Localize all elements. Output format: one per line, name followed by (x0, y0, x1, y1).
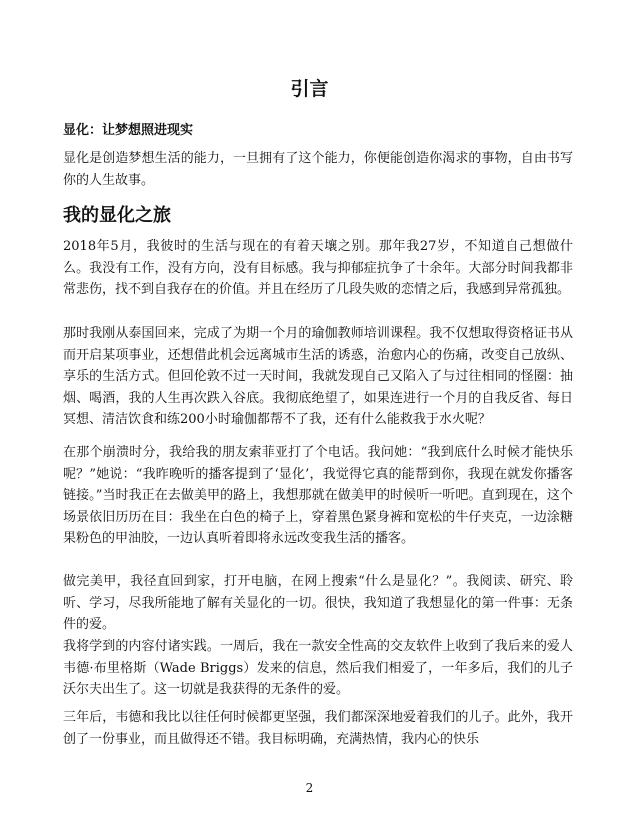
chapter-title: 引言 (290, 78, 329, 100)
page-number: 2 (305, 781, 314, 795)
body-paragraph: 2018年5月，我彼时的生活与现在的有着天壤之别。那年我27岁，不知道自己想做什么。我没有工作，没有方向，没有目标感。我与抑郁症抗争了十余年。大部分时间我都非常悲伤，找不到自我存在的价值。并且在经历了几段失败的恋情之后，我感到异常孤独。 (63, 239, 573, 297)
body-paragraph: 做完美甲，我径直回到家，打开电脑，在网上搜索“什么是显化？”。我阅读、研究、聆听、学习，尽我所能地了解有关显化的一切。很快，我知道了我想显化的第一件事：无条件的爱。 (63, 574, 573, 632)
body-paragraph: 三年后，韦德和我比以往任何时候都更坚强，我们都深深地爱着我们的儿子。此外，我开创了一份事业，而且做得还不错。我目标明确，充满热情，我内心的快乐 (63, 710, 573, 747)
chapter-subtitle: 显化：让梦想照进现实 (63, 123, 194, 138)
body-paragraph: 那时我刚从泰国回来，完成了为期一个月的瑜伽教师培训课程。我不仅想取得资格证书从而开启某项事业，还想借此机会远离城市生活的诱惑，治愈内心的伤痛，改变自己放纵、享乐的生活方式。但回伦敦不过一天时间，我就发现自己又陷入了与过往相同的怪圈：抽烟、喝酒，我的人生再次跌入谷底。我彻底绝望了，如果连进行一个月的自我反省、每日冥想、清洁饮食和练200小时瑜伽都帮不了我，还有什么能救我于水火呢？ (63, 326, 573, 427)
intro-paragraph: 显化是创造梦想生活的能力，一旦拥有了这个能力，你便能创造你渴求的事物，自由书写你的人生故事。 (63, 151, 573, 188)
body-paragraph: 我将学到的内容付诸实践。一周后，我在一款安全性高的交友软件上收到了我后来的爱人韦德·布里格斯（Wade Briggs）发来的信息，然后我们相爱了，一年多后，我们的儿子沃尔夫出生了。这一切就是我获得的无条件的爱。 (63, 639, 573, 697)
body-paragraph: 在那个崩溃时分，我给我的朋友索菲亚打了个电话。我问她：“我到底什么时候才能快乐呢？”她说：“我昨晚听的播客提到了‘显化’，我觉得它真的能帮到你，我现在就发你播客链接。”当时我正在去做美甲的路上，我想那就在做美甲的时候听一听吧。直到现在，这个场景依旧历历在目：我坐在白色的椅子上，穿着黑色紧身裤和宽松的牛仔夹克，一边涂糖果粉色的甲油胶，一边认真听着即将永远改变我生活的播客。 (63, 445, 573, 546)
section-heading: 我的显化之旅 (63, 205, 171, 226)
